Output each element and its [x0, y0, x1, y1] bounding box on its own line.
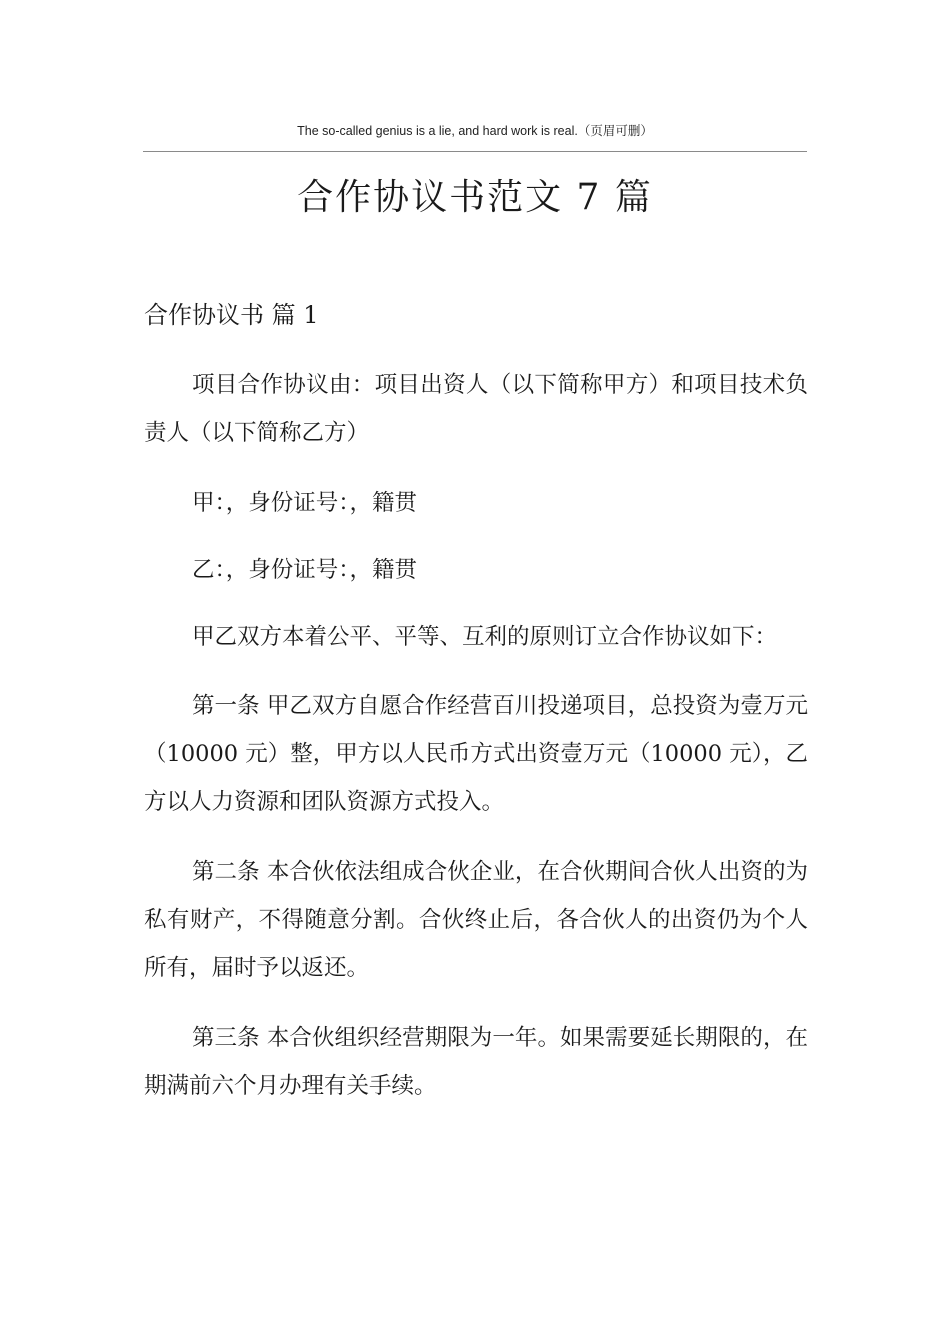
paragraph-article-2: 第二条 本合伙依法组成合伙企业，在合伙期间合伙人出资的为私有财产，不得随意分割。合伙终止后，各合伙人的出资仍为个人所有，届时予以返还。 [144, 859, 808, 981]
paragraph-party-a: 甲：，身份证号：，籍贯 [192, 490, 418, 516]
paragraph-party-b: 乙：，身份证号：，籍贯 [192, 557, 418, 583]
paragraph-article-1: 第一条 甲乙双方自愿合作经营百川投递项目，总投资为壹万元（10000 元）整，甲方以人民币方式出资壹万元（10000 元），乙方以人力资源和团队资源方式投入。 [144, 693, 808, 815]
header-divider [143, 151, 807, 152]
paragraph-article-3: 第三条 本合伙组织经营期限为一年。如果需要延长期限的，在期满前六个月办理有关手续。 [144, 1025, 808, 1099]
document-title: 合作协议书范文 7 篇 [297, 177, 653, 218]
section-heading: 合作协议书 篇 1 [144, 301, 319, 329]
paragraph-intro: 项目合作协议由：项目出资人（以下简称甲方）和项目技术负责人（以下简称乙方） [144, 372, 808, 446]
paragraph-principle: 甲乙双方本着公平、平等、互利的原则订立合作协议如下： [192, 624, 778, 650]
page-header: The so-called genius is a lie, and hard work is real.（页眉可删） [297, 124, 653, 138]
